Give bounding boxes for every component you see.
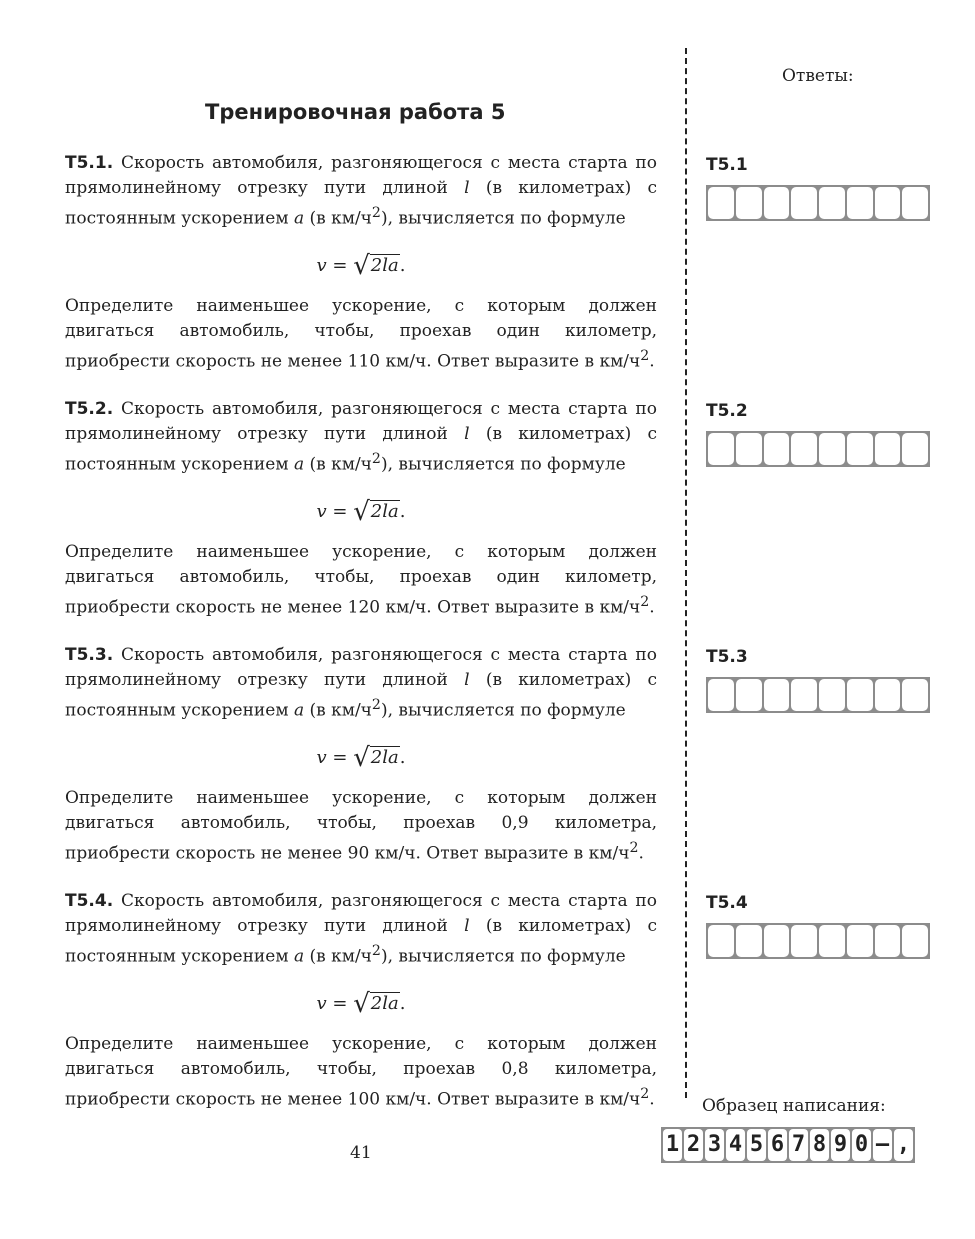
answer-cell[interactable] [764, 187, 790, 219]
task-text: Скорость автомобиля, разгоняющегося с места старта по прямолинейному отрезку пути длиной [65, 399, 657, 444]
sample-char: 5 [747, 1129, 766, 1161]
answer-cells [706, 431, 930, 467]
task-text: (в километрах) с постоянным ускорением [65, 178, 658, 229]
exponent: 2 [640, 593, 650, 610]
sample-char: – [873, 1129, 892, 1161]
answer-cell[interactable] [708, 679, 734, 711]
exponent: 2 [371, 697, 381, 713]
answer-cell[interactable] [736, 925, 762, 957]
answer-label: Т5.4 [706, 893, 748, 913]
task-intro [65, 643, 657, 724]
answer-cell[interactable] [847, 433, 873, 465]
task-number: Т5.1. [65, 153, 114, 173]
formula-equals: = [326, 500, 354, 522]
question-text: Определите наименьшее ускорение, с которым должен двигаться автомобиль, чтобы, проехав один километр, приобрести скорость не менее 110 км/ч. Ответ выразите в км/ч [65, 295, 657, 372]
task-intro [65, 889, 657, 970]
variable-a: a [293, 208, 305, 229]
exponent: 2 [371, 205, 381, 221]
question-end: . [638, 843, 644, 864]
page-title: Тренировочная работа 5 [205, 100, 506, 124]
answer-block [706, 155, 930, 221]
task-text: (в км/ч [304, 700, 372, 721]
question-text: Определите наименьшее ускорение, с которым должен двигаться автомобиль, чтобы, проехав 0,9 километра, приобрести скорость не менее 90 км/ч. Ответ выразите в км/ч [65, 787, 657, 864]
task-intro [65, 397, 657, 478]
answer-cell[interactable] [819, 187, 845, 219]
variable-a: a [293, 700, 305, 721]
sample-char: , [894, 1129, 913, 1161]
variable-l: l [464, 670, 470, 690]
answer-cell[interactable] [902, 433, 928, 465]
question-end: . [649, 597, 655, 618]
answer-cell[interactable] [791, 187, 817, 219]
formula-radicand: 2la [370, 500, 399, 522]
task-text: ), вычисляется по формуле [380, 700, 626, 721]
answer-cell[interactable] [791, 925, 817, 957]
task-text: (в км/ч [304, 946, 372, 967]
formula-end: . [399, 746, 406, 768]
answer-cell[interactable] [902, 925, 928, 957]
formula [65, 724, 657, 786]
task-question [65, 540, 657, 621]
formula-equals: = [326, 746, 354, 768]
task-text: ), вычисляется по формуле [380, 208, 626, 229]
task-question [65, 294, 657, 375]
answer-cell[interactable] [708, 433, 734, 465]
task-text: Скорость автомобиля, разгоняющегося с места старта по прямолинейному отрезку пути длиной [65, 645, 657, 690]
sample-char: 6 [768, 1129, 787, 1161]
formula-lhs: v [316, 992, 327, 1014]
variable-l: l [464, 178, 470, 198]
task-text: Скорость автомобиля, разгоняющегося с места старта по прямолинейному отрезку пути длиной [65, 153, 657, 198]
answer-cell[interactable] [847, 925, 873, 957]
sqrt-icon: √ [353, 742, 370, 773]
exponent: 2 [640, 1085, 650, 1102]
variable-l: l [464, 424, 470, 444]
task-number: Т5.3. [65, 645, 114, 665]
answer-cells [706, 923, 930, 959]
formula-end: . [399, 254, 406, 276]
formula [65, 232, 657, 294]
answers-title: Ответы: [782, 66, 854, 86]
sample-char: 2 [684, 1129, 703, 1161]
answer-cell[interactable] [764, 925, 790, 957]
question-end: . [649, 351, 655, 372]
answer-cell[interactable] [875, 433, 901, 465]
question-text: Определите наименьшее ускорение, с которым должен двигаться автомобиль, чтобы, проехав 0,8 километра, приобрести скорость не менее 100 км/ч. Ответ выразите в км/ч [65, 1033, 657, 1110]
variable-a: a [293, 454, 305, 475]
task-text: Скорость автомобиля, разгоняющегося с места старта по прямолинейному отрезку пути длиной [65, 891, 657, 936]
task-block [65, 643, 657, 866]
answer-cell[interactable] [847, 187, 873, 219]
formula-equals: = [326, 254, 354, 276]
sample-char: 1 [663, 1129, 682, 1161]
answer-block [706, 647, 930, 713]
answer-cell[interactable] [736, 433, 762, 465]
exponent: 2 [640, 347, 650, 364]
answer-cell[interactable] [875, 679, 901, 711]
answer-cell[interactable] [819, 925, 845, 957]
sqrt-icon: √ [353, 988, 370, 1019]
answer-cell[interactable] [791, 433, 817, 465]
sample-title: Образец написания: [702, 1096, 886, 1116]
answer-cell[interactable] [736, 679, 762, 711]
formula [65, 970, 657, 1032]
cut-line-divider [685, 48, 687, 1098]
variable-a: a [293, 946, 305, 967]
formula-lhs: v [316, 746, 327, 768]
answer-cell[interactable] [875, 925, 901, 957]
answer-cell[interactable] [764, 433, 790, 465]
formula-lhs: v [316, 500, 327, 522]
formula-radicand: 2la [370, 746, 399, 768]
formula-lhs: v [316, 254, 327, 276]
sample-char: 8 [810, 1129, 829, 1161]
answer-cells [706, 185, 930, 221]
task-text: (в км/ч [304, 208, 372, 229]
answer-cell[interactable] [847, 679, 873, 711]
answer-cell[interactable] [902, 679, 928, 711]
question-text: Определите наименьшее ускорение, с которым должен двигаться автомобиль, чтобы, проехав один километр, приобрести скорость не менее 120 км/ч. Ответ выразите в км/ч [65, 541, 657, 618]
answer-cell[interactable] [791, 679, 817, 711]
task-block [65, 151, 657, 374]
task-intro [65, 151, 657, 232]
task-number: Т5.4. [65, 891, 114, 911]
task-block [65, 397, 657, 620]
task-text: ), вычисляется по формуле [380, 946, 626, 967]
answer-label: Т5.1 [706, 155, 748, 175]
task-text: ), вычисляется по формуле [380, 454, 626, 475]
answer-cell[interactable] [708, 187, 734, 219]
answer-block [706, 893, 930, 959]
formula-end: . [399, 500, 406, 522]
answer-cells [706, 677, 930, 713]
task-text: (в километрах) с постоянным ускорением [65, 670, 658, 721]
answer-cell[interactable] [764, 679, 790, 711]
page-number: 41 [350, 1143, 372, 1163]
sample-char: 0 [852, 1129, 871, 1161]
task-question [65, 1032, 657, 1113]
sample-char: 7 [789, 1129, 808, 1161]
sample-char: 3 [705, 1129, 724, 1161]
formula-equals: = [326, 992, 354, 1014]
task-text: (в км/ч [304, 454, 372, 475]
sqrt-icon: √ [353, 496, 370, 527]
answer-cell[interactable] [736, 187, 762, 219]
formula [65, 478, 657, 540]
task-block [65, 889, 657, 1112]
formula-radicand: 2la [370, 254, 399, 276]
answer-label: Т5.3 [706, 647, 748, 667]
variable-l: l [464, 916, 470, 936]
exponent: 2 [629, 839, 639, 856]
task-text: (в километрах) с постоянным ускорением [65, 916, 658, 967]
exponent: 2 [371, 451, 381, 467]
answer-cell[interactable] [819, 679, 845, 711]
task-text: (в километрах) с постоянным ускорением [65, 424, 658, 475]
answer-block [706, 401, 930, 467]
answer-cell[interactable] [875, 187, 901, 219]
task-number: Т5.2. [65, 399, 114, 419]
task-question [65, 786, 657, 867]
sqrt-icon: √ [353, 250, 370, 281]
answer-cell[interactable] [819, 433, 845, 465]
formula-end: . [399, 992, 406, 1014]
sample-char: 4 [726, 1129, 745, 1161]
formula-radicand: 2la [370, 992, 399, 1014]
sample-cells [661, 1127, 915, 1163]
answer-cell[interactable] [708, 925, 734, 957]
answer-cell[interactable] [902, 187, 928, 219]
sample-char: 9 [831, 1129, 850, 1161]
answer-label: Т5.2 [706, 401, 748, 421]
question-end: . [649, 1089, 655, 1110]
exponent: 2 [371, 943, 381, 959]
